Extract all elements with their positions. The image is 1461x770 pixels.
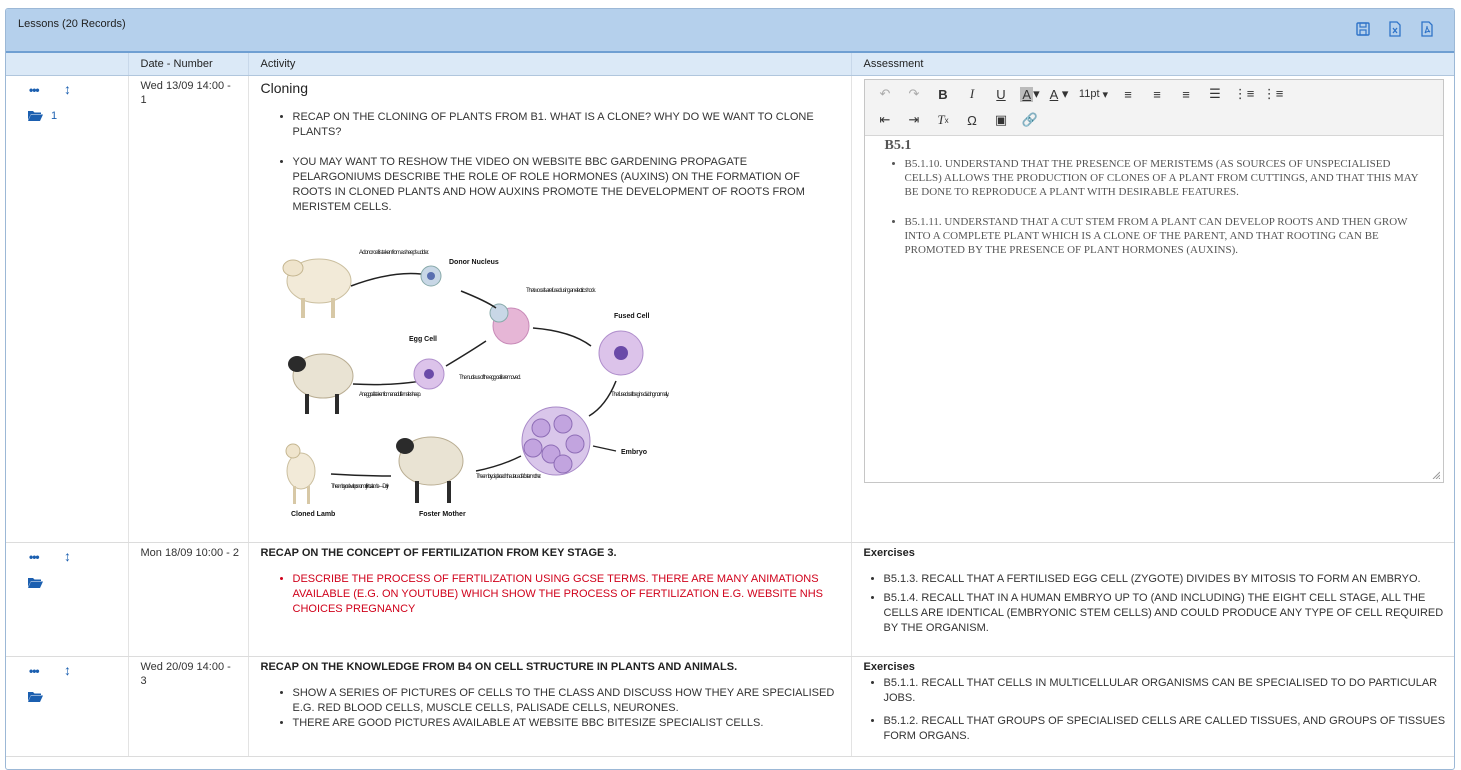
excel-export-icon[interactable] [1386,20,1404,38]
assessment-list [852,676,1454,744]
activity-cell [248,657,851,757]
special-character-icon[interactable]: Ω [967,112,977,128]
embryo-image [522,407,590,475]
assessment-title: Exercises [863,661,915,673]
panel-heading [6,9,1454,53]
egg-taken-label: An egg cell is taken from an adult female sheep. [358,392,421,398]
assessment-cell [851,543,1454,657]
foster-mother-label: Foster Mother [418,511,466,518]
fused-cell-label: Fused Cell [613,313,649,320]
table-row [6,543,1454,657]
list-item: • SHOW A SERIES OF PICTURES OF CELLS TO THE CLASS AND DISCUSS HOW THEY ARE SPECIALISED E.G. RED BLOOD CELLS, MUSCLE CELLS, PALISADE CELLS, NEURONES. [293,686,839,716]
redo-icon[interactable]: ↷ [908,86,920,101]
assessment-column-header[interactable]: Assessment [851,53,1454,76]
align-center-icon[interactable]: ≡ [1153,86,1161,102]
lesson-date: Wed 20/09 14:00 - 3 [128,657,248,757]
activity-title: RECAP ON THE KNOWLEDGE FROM B4 ON CELL STRUCTURE IN PLANTS AND ANIMALS. [260,661,738,673]
egg-donor-sheep-image [288,354,353,414]
clear-format-icon[interactable]: T x [937,112,949,127]
align-right-icon[interactable]: ≡ [1182,86,1190,102]
reorder-icon[interactable]: ↕ [64,662,71,678]
lesson-date: Wed 13/09 14:00 - 1 [128,76,248,543]
embryo-label: Embryo [620,449,647,456]
cloned-lamb-image [286,444,315,504]
assessment-list [852,572,1454,636]
donor-sheep-image [283,259,351,318]
more-options-icon[interactable]: ••• [29,550,39,564]
reorder-icon[interactable]: ↕ [64,81,71,97]
list-item: • YOU MAY WANT TO RESHOW THE VIDEO ON WEBSITE BBC GARDENING PROPAGATE PELARGONIUMS DESCRIBE THE ROLE OF ROLE HORMONES (AUXINS) ON THE FORMATION OF ROOTS IN CLONED PLANTS AND HOW AUXINS PROMOTE THE DEVELOPMENT OF ROOTS FROM MERISTEM CELLS. [293,155,839,215]
activity-list [261,686,839,731]
folder-count: 1 [51,110,58,122]
activity-column-header[interactable]: Activity [248,53,851,76]
text-color-icon[interactable]: A ▾ [1049,86,1069,102]
donor-nucleus-label: Donor Nucleus [448,259,499,266]
pdf-export-icon[interactable] [1418,20,1436,38]
date-column-header[interactable]: Date - Number [128,53,248,76]
folder-icon[interactable] [28,576,43,588]
export-toolbar [1354,20,1436,38]
font-size-value: 11pt [1078,88,1100,100]
table-row [6,76,1454,543]
develops-label: The embryo develops normally into a lamb—Dolly [330,484,389,490]
editor-list [885,157,1423,257]
activity-title: RECAP ON THE CONCEPT OF FERTILIZATION FROM KEY STAGE 3. [260,547,617,559]
activity-cell [248,76,851,543]
list-item: • B5.1.11. UNDERSTAND THAT A CUT STEM FROM A PLANT CAN DEVELOP ROOTS AND THEN GROW INTO A COMPLETE PLANT WHICH IS A CLONE OF THE PARENT, AND THAT ROOTING CAN BE PROMOTED BY THE PRESENCE OF PLANT HORMONES (AUXINS). [905,215,1423,257]
list-item: • DESCRIBE THE PROCESS OF FERTILIZATION USING GCSE TERMS. THERE ARE MANY ANIMATIONS AVAILABLE (E.G. ON YOUTUBE) WHICH SHOW THE PROCESS OF FERTILIZATION E.G. WEBSITE NHS CHOICES PREGNANCY [293,572,839,617]
more-options-icon[interactable]: ••• [29,83,39,97]
lessons-table [6,53,1455,757]
cloned-lamb-label: Cloned Lamb [290,511,335,518]
foster-mother-image [396,437,463,503]
activity-cell [248,543,851,657]
list-item: • B5.1.10. UNDERSTAND THAT THE PRESENCE OF MERISTEMS (AS SOURCES OF UNSPECIALISED CELLS) ALLOWS THE PRODUCTION OF CLONES OF A PLANT FROM CUTTINGS, AND THAT THIS MAY BE DONE TO REPRODUCE A PLANT WITH DESIRABLE FEATURES. [905,157,1423,199]
save-icon[interactable] [1354,20,1372,38]
list-item: • B5.1.4. RECALL THAT IN A HUMAN EMBRYO UP TO (AND INCLUDING) THE EIGHT CELL STAGE, ALL THE CELLS ARE IDENTICAL (EMBRYONIC STEM CELLS) AND COULD PRODUCE ANY TYPE OF CELL REQUIRED BY THE ORGANISM. [884,591,1454,636]
bullet-list-icon[interactable]: ⋮≡ [1233,86,1255,101]
egg-cell-label: Egg Cell [408,336,437,343]
rich-text-editor[interactable] [864,79,1444,483]
lesson-date: Mon 18/09 10:00 - 2 [128,543,248,657]
undo-icon[interactable]: ↶ [879,86,891,101]
assessment-title: Exercises [863,547,915,559]
dividing-label: The fused cell begins dividing normally. [610,392,669,398]
bold-icon[interactable]: B [938,86,948,102]
list-item: • B5.1.3. RECALL THAT A FERTILISED EGG CELL (ZYGOTE) DIVIDES BY MITOSIS TO FORM AN EMBRYO. [884,572,1454,587]
fused-note-label: The two cells are fused using an electric shock. [525,288,596,294]
activity-title: Cloning [260,80,308,96]
underline-icon[interactable]: U [996,86,1006,102]
table-header-row [6,53,1454,76]
font-size-select[interactable]: 11pt ▾ [1078,88,1109,101]
resize-handle-icon[interactable] [1432,471,1440,479]
editor-toolbar [865,80,1443,136]
lessons-panel [5,8,1455,770]
indent-icon[interactable]: ⇥ [908,112,920,127]
activity-list [261,572,839,617]
image-icon[interactable]: ▣ [994,112,1008,127]
numbered-list-icon[interactable]: ⋮≡ [1262,86,1284,101]
more-options-icon[interactable]: ••• [29,664,39,678]
table-row [6,657,1454,757]
outdent-icon[interactable]: ⇤ [879,112,891,127]
list-item: • B5.1.2. RECALL THAT GROUPS OF SPECIALISED CELLS ARE CALLED TISSUES, AND GROUPS OF TISSUES FORM ORGANS. [884,714,1454,744]
list-item: • B5.1.1. RECALL THAT CELLS IN MULTICELLULAR ORGANISMS CAN BE SPECIALISED TO DO PARTICULAR JOBS. [884,676,1454,706]
align-left-icon[interactable]: ≡ [1124,86,1132,102]
cloning-diagram [271,246,673,536]
editor-heading: B5.1 [884,138,912,153]
row-controls [6,76,128,543]
assessment-cell [851,76,1454,543]
activity-list [261,110,839,215]
donor-cell-label: A donor cell is taken from a sheep's udder. [358,250,429,256]
italic-icon[interactable]: I [969,86,975,101]
list-item: • RECAP ON THE CLONING OF PLANTS FROM B1. WHAT IS A CLONE? WHY DO WE WANT TO CLONE PLANTS? [293,110,839,140]
controls-column-header [6,53,128,76]
reorder-icon[interactable]: ↕ [64,548,71,564]
nucleus-removed-label: The nucleus of the egg cell is removed. [458,375,521,381]
justify-icon[interactable]: ☰ [1209,86,1221,101]
panel-title: Lessons (20 Records) [18,18,126,30]
editor-content[interactable] [865,136,1443,257]
background-color-icon[interactable]: A ▾ [1022,86,1040,102]
embryo-placed-label: The embryo is placed in the uterus of a foster mother. [475,474,541,480]
folder-icon[interactable] [28,690,43,702]
link-icon[interactable]: 🔗 [1021,112,1039,127]
list-item: • THERE ARE GOOD PICTURES AVAILABLE AT WEBSITE BBC BITESIZE SPECIALIST CELLS. [293,716,839,731]
assessment-cell [851,657,1454,757]
row-controls [6,543,128,657]
row-controls [6,657,128,757]
folder-icon[interactable] [28,109,43,121]
